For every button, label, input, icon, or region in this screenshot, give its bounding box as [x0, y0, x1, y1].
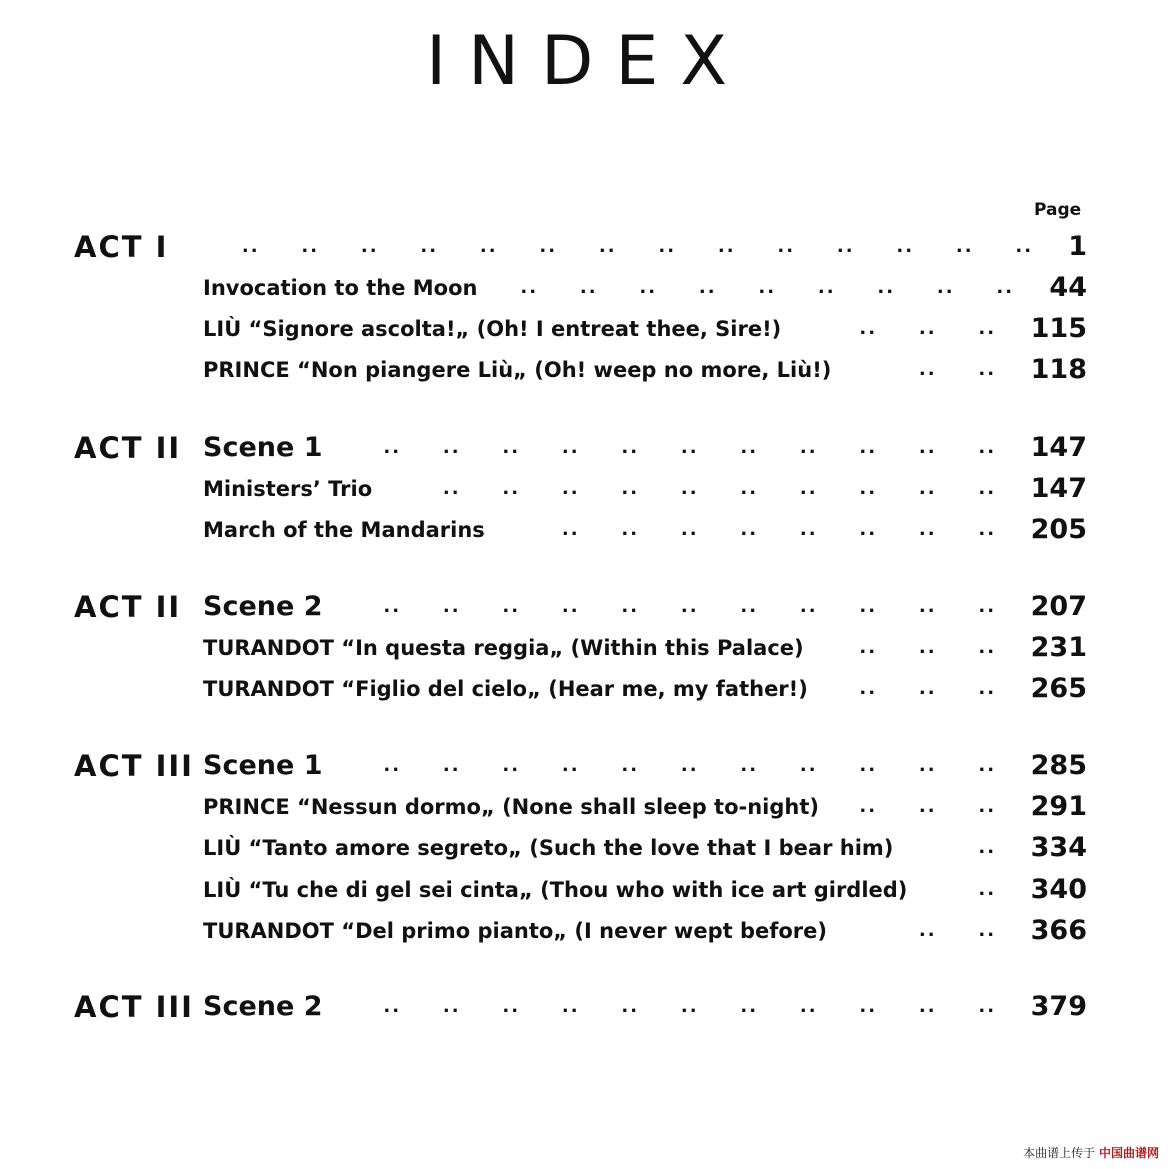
page-number: 1: [1068, 231, 1087, 262]
page-number: 115: [1030, 313, 1087, 344]
index-entry: [0, 312, 1175, 346]
entry-title: Scene 1: [203, 750, 323, 781]
dot-leader: .. ..: [918, 359, 997, 380]
dot-leader: .. ..: [918, 920, 997, 941]
page-number: 147: [1030, 473, 1087, 504]
act-label: ACT III: [74, 749, 194, 783]
watermark-brand: 中国曲谱网: [1098, 1146, 1159, 1160]
index-entry: [0, 790, 1175, 824]
index-entry: [0, 990, 1175, 1024]
page-number: 147: [1030, 432, 1087, 463]
entry-title: TURANDOT “In questa reggia„ (Within this Palace): [203, 636, 804, 660]
index-entry: [0, 631, 1175, 665]
dot-leader: .. .. .. .. .. .. .. .. .. .. ..: [383, 755, 997, 776]
dot-leader: .. .. .. .. .. .. .. ..: [561, 519, 997, 540]
page-number: 334: [1030, 832, 1087, 863]
index-entry: [0, 590, 1175, 624]
dot-leader: ..: [978, 879, 997, 900]
act-label: ACT II: [74, 431, 182, 465]
dot-leader: .. .. .. .. .. .. .. .. .. .. .. .. .. ..: [241, 236, 1034, 257]
act-label: ACT II: [74, 590, 182, 624]
dot-leader: ..: [978, 837, 997, 858]
page-number: 118: [1030, 354, 1087, 385]
entry-title: LIÙ “Tu che di gel sei cinta„ (Thou who with ice art girdled): [203, 878, 908, 902]
index-entry: [0, 914, 1175, 948]
entry-title: March of the Mandarins: [203, 518, 485, 542]
page-title: INDEX: [426, 22, 749, 101]
entry-title: LIÙ “Signore ascolta!„ (Oh! I entreat thee, Sire!): [203, 317, 782, 341]
dot-leader: .. .. ..: [859, 318, 997, 339]
index-entry: [0, 873, 1175, 907]
index-entry: [0, 831, 1175, 865]
index-entry: [0, 513, 1175, 547]
dot-leader: .. .. ..: [859, 796, 997, 817]
page-number: 379: [1030, 991, 1087, 1022]
dot-leader: .. .. .. .. .. .. .. .. .. .. ..: [383, 596, 997, 617]
dot-leader: .. .. .. .. .. .. .. .. .. ..: [442, 478, 997, 499]
entry-title: LIÙ “Tanto amore segreto„ (Such the love that I bear him): [203, 836, 894, 860]
watermark-text: 本曲谱上传于: [1023, 1146, 1096, 1160]
entry-title: PRINCE “Non piangere Liù„ (Oh! weep no more, Liù!): [203, 358, 832, 382]
page-number: 44: [1049, 272, 1087, 303]
entry-title: Scene 1: [203, 432, 323, 463]
index-entry: [0, 672, 1175, 706]
page-number: 231: [1030, 632, 1087, 663]
entry-title: Invocation to the Moon: [203, 276, 478, 300]
page-number: 205: [1030, 514, 1087, 545]
entry-title: TURANDOT “Del primo pianto„ (I never wept before): [203, 919, 827, 943]
entry-title: PRINCE “Nessun dormo„ (None shall sleep to-night): [203, 795, 819, 819]
page-number: 285: [1030, 750, 1087, 781]
index-entry: [0, 472, 1175, 506]
dot-leader: .. .. .. .. .. .. .. .. .. .. ..: [383, 437, 997, 458]
page-number: 207: [1030, 591, 1087, 622]
index-entry: [0, 271, 1175, 305]
entry-title: Ministers’ Trio: [203, 477, 373, 501]
act-label: ACT III: [74, 990, 194, 1024]
index-entry: [0, 431, 1175, 465]
page-column-header: Page: [1034, 200, 1082, 220]
entry-title: Scene 2: [203, 991, 323, 1022]
dot-leader: .. .. .. .. .. .. .. .. .. .. ..: [383, 996, 997, 1017]
page-number: 340: [1030, 874, 1087, 905]
dot-leader: .. .. ..: [859, 678, 997, 699]
watermark: [1023, 1144, 1159, 1161]
page-number: 366: [1030, 915, 1087, 946]
entry-title: TURANDOT “Figlio del cielo„ (Hear me, my father!): [203, 677, 808, 701]
index-entry: [0, 353, 1175, 387]
dot-leader: .. .. .. .. .. .. .. .. ..: [520, 277, 1015, 298]
dot-leader: .. .. ..: [859, 637, 997, 658]
page-number: 265: [1030, 673, 1087, 704]
act-label: ACT I: [74, 230, 169, 264]
entry-title: Scene 2: [203, 591, 323, 622]
index-entry: [0, 749, 1175, 783]
index-entry: [0, 230, 1175, 264]
page-number: 291: [1030, 791, 1087, 822]
